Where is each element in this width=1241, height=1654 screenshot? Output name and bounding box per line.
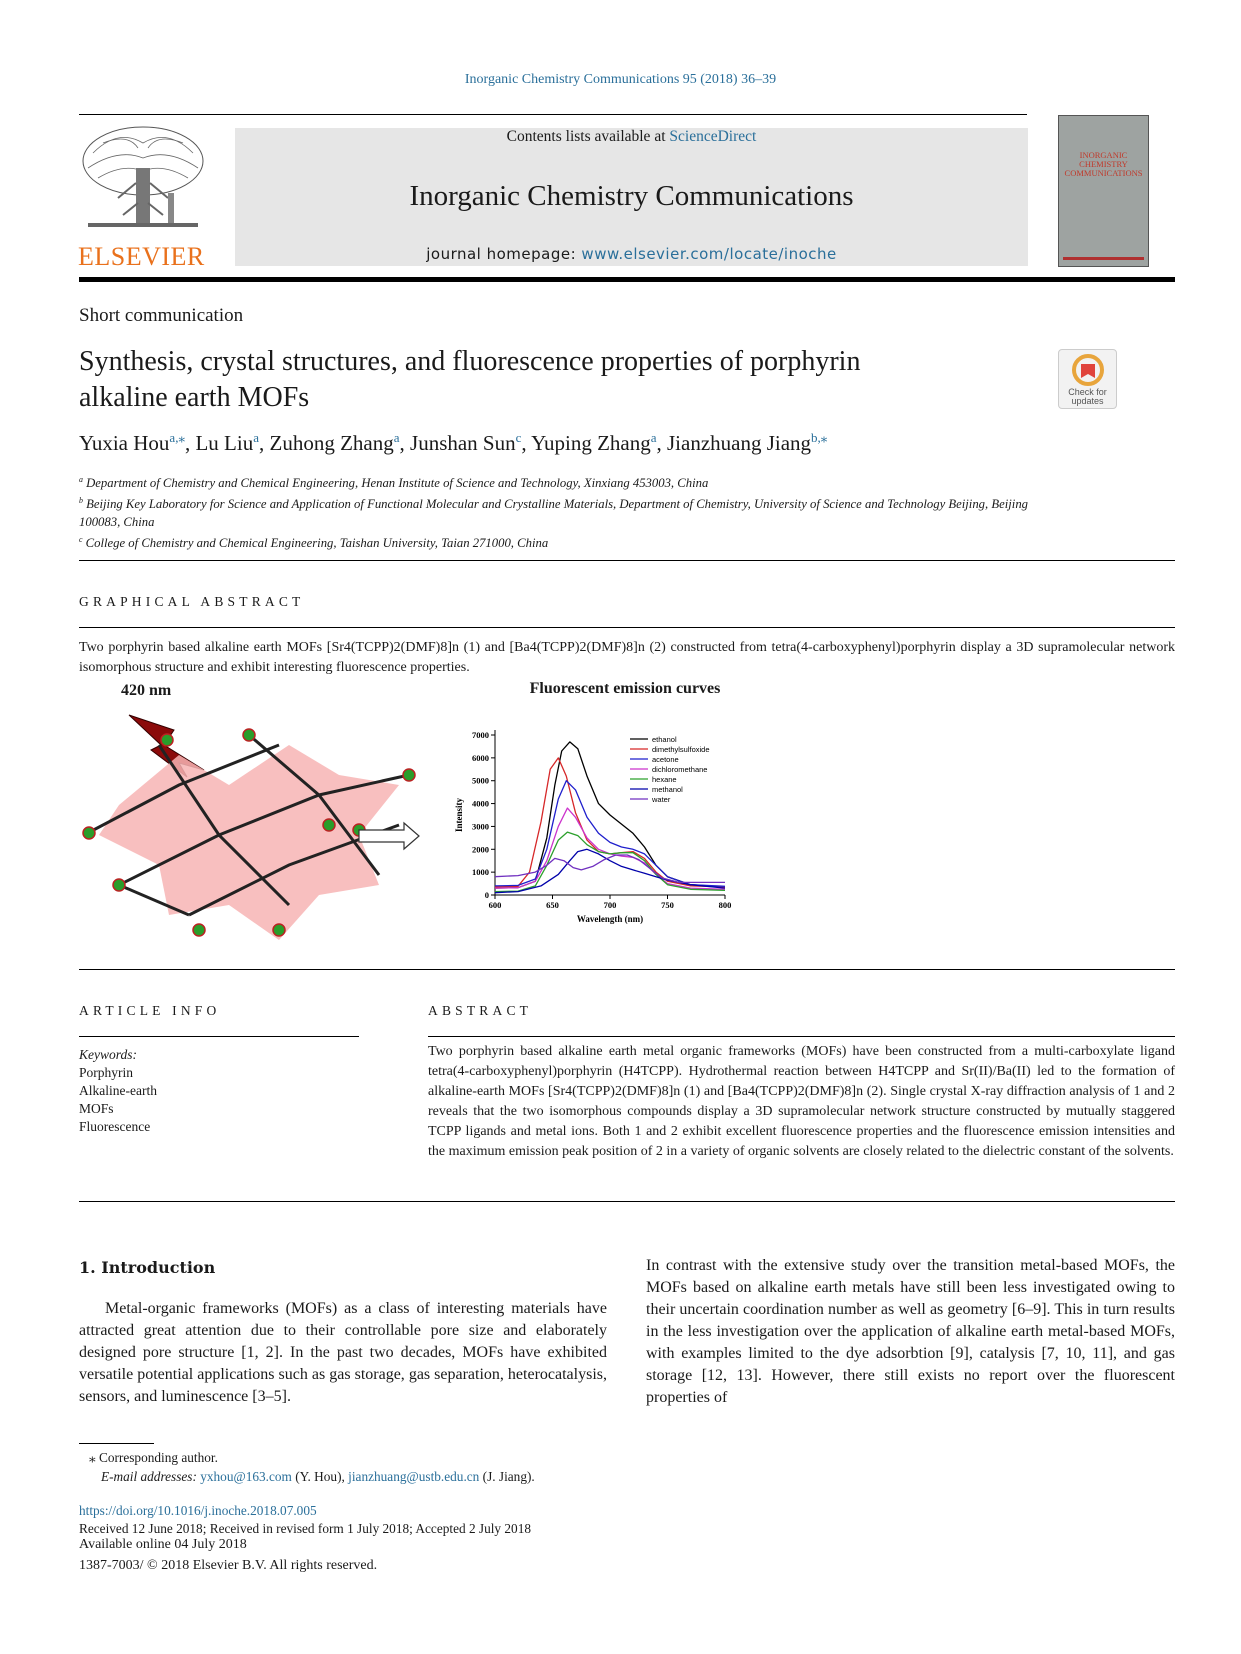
corresponding-author-note: ⁎ Corresponding author.: [89, 1450, 218, 1465]
article-type: Short communication: [79, 305, 244, 326]
y-tick-label: 2000: [472, 844, 489, 855]
article-title-line: Synthesis, crystal structures, and fluorescence properties of porphyrin: [79, 346, 861, 377]
section-rule: [79, 1036, 359, 1037]
sciencedirect-link[interactable]: ScienceDirect: [669, 128, 757, 145]
journal-homepage-line: journal homepage: www.elsevier.com/locate/inoche: [426, 245, 837, 263]
author-affil-mark[interactable]: a,⁎: [169, 430, 185, 445]
legend-label: methanol: [652, 785, 683, 794]
author-affil-mark[interactable]: b,⁎: [811, 430, 828, 445]
keywords-block: [79, 1046, 157, 1136]
series-line-dimethylsulfoxide: [495, 758, 725, 887]
section-rule: [428, 1036, 1175, 1037]
check-updates-label: Check for updates: [1068, 387, 1107, 406]
author-name[interactable]: Yuxia Hou: [79, 431, 170, 455]
x-axis-label: Wavelength (nm): [576, 914, 644, 924]
y-tick-label: 3000: [472, 821, 489, 832]
chart-title: Fluorescent emission curves: [529, 680, 721, 697]
x-tick-label: 700: [603, 900, 617, 910]
article-title-line: alkaline earth MOFs: [79, 382, 310, 413]
copyright: 1387-7003/ © 2018 Elsevier B.V. All rights reserved.: [79, 1558, 378, 1573]
abstract-text: Two porphyrin based alkaline earth metal organic frameworks (MOFs) have been constructed from a multi-carboxylate ligand tetra(4-carboxyphenyl)porphyrin (H4TCPP). Hydrothermal reaction between H4TCPP and Sr(II)/Ba(II) led to the formation of alkaline-earth MOFs [Sr4(TCPP)2(DMF)8]n (1) and [Ba4(TCPP)2(DMF)8]n (2). Single crystal X-ray diffraction analysis of 1 and 2 reveals that the two isomorphous compounds display a 3D supramolecular network structure constructed by mutually staggered TCPP ligands and metal ions. Both 1 and 2 exhibit excellent fluorescence properties and the fluorescence emission intensities and the maximum emission peak position of 2 in a variety of organic solvents are closely related to the dielectric constant of the solvents.: [428, 1044, 1175, 1159]
keyword-item: Porphyrin: [79, 1065, 133, 1080]
author-name[interactable]: Junshan Sun: [410, 431, 516, 455]
affiliations: [79, 471, 1064, 553]
keyword-item: MOFs: [79, 1101, 114, 1116]
journal-masthead: [235, 128, 1028, 266]
cover-title-line: INORGANIC: [1079, 150, 1128, 160]
x-tick-label: 800: [718, 900, 732, 910]
author-affil-mark[interactable]: a: [253, 430, 259, 445]
emission-chart: [430, 720, 760, 940]
email-link[interactable]: jianzhuang@ustb.edu.cn: [348, 1469, 480, 1484]
mof-structure-illustration: [79, 705, 449, 955]
elsevier-tree-icon: [78, 123, 208, 235]
journal-cover-thumbnail: [1058, 115, 1149, 267]
graphical-abstract-heading: GRAPHICAL ABSTRACT: [79, 594, 305, 609]
author-affil-mark[interactable]: c: [515, 430, 522, 445]
legend-label: water: [652, 795, 671, 804]
cover-stripe: [1063, 257, 1144, 260]
legend-label: dimethylsulfoxide: [652, 745, 710, 754]
legend-label: acetone: [652, 755, 679, 764]
email-link[interactable]: yxhou@163.com: [200, 1469, 292, 1484]
contents-line: Contents lists available at ScienceDirect: [506, 128, 757, 145]
affiliation-item: $^a$ Department of Chemistry and Chemical Engineering, Henan Institute of Science and Technology, Xinxiang 453003, China: [79, 475, 709, 491]
legend-label: ethanol: [652, 735, 677, 744]
arrow-icon: [359, 823, 419, 849]
cover-title-line: CHEMISTRY: [1079, 159, 1128, 169]
y-tick-label: 0: [484, 890, 489, 900]
x-tick-label: 650: [546, 900, 559, 910]
legend-label: dichloromethane: [652, 765, 708, 774]
header-rule: [79, 114, 1027, 115]
check-updates-icon: [1071, 354, 1105, 386]
y-tick-label: 4000: [472, 798, 489, 809]
author-name[interactable]: Jianzhuang Jiang: [667, 431, 812, 455]
section-rule: [79, 1201, 1175, 1202]
y-axis-label: Intensity: [454, 797, 464, 833]
graphical-abstract-text: Two porphyrin based alkaline earth MOFs [Sr4(TCPP)2(DMF)8]n (1) and [Ba4(TCPP)2(DMF)8]n (2) constructed from tetra(4-carboxyphenyl)porphyrin display a 3D supramolecular network isomorphous structure and exhibit interesting fluorescence properties.: [79, 640, 1175, 675]
y-tick-label: 5000: [472, 775, 489, 786]
footnote-rule: [79, 1443, 154, 1444]
keywords-label: Keywords:: [79, 1047, 137, 1062]
journal-name: Inorganic Chemistry Communications: [409, 180, 854, 212]
excitation-wavelength-label: 420 nm: [121, 682, 172, 699]
intro-left-column: Metal-organic frameworks (MOFs) as a class of interesting materials have attracted great attention due to their controllable pore size and elaborately designed pore structure [1, 2]. In the past two decades, MOFs have exhibited versatile potential applications such as gas storage, gas separation, heterocatalysis, sensors, and luminescence [3–5].: [79, 1300, 607, 1405]
email-addresses: E-mail addresses: yxhou@163.com (Y. Hou), jianzhuang@ustb.edu.cn (J. Jiang).: [101, 1469, 535, 1484]
section-rule: [79, 627, 1175, 628]
received-dates: Received 12 June 2018; Received in revised form 1 July 2018; Accepted 2 July 2018: [79, 1521, 531, 1536]
y-tick-label: 7000: [472, 730, 489, 740]
author-affil-mark[interactable]: a: [650, 430, 657, 445]
abstract-heading: ABSTRACT: [428, 1003, 533, 1018]
available-online: Available online 04 July 2018: [79, 1537, 247, 1552]
series-line-water: [495, 855, 725, 882]
intro-right-column: In contrast with the extensive study over the transition metal-based MOFs, the MOFs based on alkaline earth metals have still been less investigated owing to their uncertain coordination number as well as geometry [6–9]. This in turn results in the less investigation over the application of alkaline earth metal-based MOFs, with examples limited to the dye adsorbtion [9], catalysis [7, 10, 11], and gas storage [12, 13]. However, there still exists no report over the fluorescent properties of: [646, 1257, 1175, 1406]
keyword-item: Alkaline-earth: [79, 1083, 157, 1098]
masthead-thick-rule: [79, 277, 1175, 282]
section-rule: [79, 560, 1175, 561]
author-name[interactable]: Lu Liu: [195, 431, 254, 455]
affiliation-item: $^b$ Beijing Key Laboratory for Science and Application of Functional Molecular and Crystalline Materials, Department of Chemistry, University of Science and Technology Beijing, Beijing 100083, China: [79, 496, 1029, 530]
journal-citation-link[interactable]: Inorganic Chemistry Communications 95 (2018) 36–39: [464, 72, 777, 87]
author-list: Yuxia Hou$^{a,⁎}$, Lu Liu$^a$, Zuhong Zhang$^a$, Junshan Sun$^c$, Yuping Zhang$^a$, Jianzhuang Jiang$^{b,⁎}$: [79, 430, 828, 455]
series-line-dichloromethane: [495, 808, 725, 889]
keyword-item: Fluorescence: [79, 1119, 151, 1134]
check-for-updates-button[interactable]: [1058, 349, 1117, 409]
cover-title-line: COMMUNICATIONS: [1064, 168, 1143, 178]
legend-label: hexane: [652, 775, 677, 784]
intro-heading: 1. Introduction: [79, 1258, 216, 1277]
elsevier-logo: [78, 123, 208, 271]
doi-link[interactable]: https://doi.org/10.1016/j.inoche.2018.07.005: [79, 1503, 317, 1518]
article-info-heading: ARTICLE INFO: [79, 1003, 221, 1018]
article-title: [79, 344, 1059, 416]
elsevier-wordmark: ELSEVIER: [78, 242, 205, 271]
author-name[interactable]: Zuhong Zhang: [269, 431, 394, 455]
journal-homepage-link[interactable]: www.elsevier.com/locate/inoche: [581, 245, 837, 263]
affiliation-item: $^c$ College of Chemistry and Chemical Engineering, Taishan University, Taian 271000, China: [79, 535, 549, 551]
author-affil-mark[interactable]: a: [393, 430, 400, 445]
section-rule: [79, 969, 1175, 970]
x-tick-label: 750: [661, 900, 674, 910]
series-line-ethanol: [495, 742, 725, 888]
x-tick-label: 600: [488, 900, 502, 910]
author-name[interactable]: Yuping Zhang: [531, 431, 651, 455]
y-tick-label: 6000: [472, 752, 489, 763]
y-tick-label: 1000: [472, 867, 489, 878]
